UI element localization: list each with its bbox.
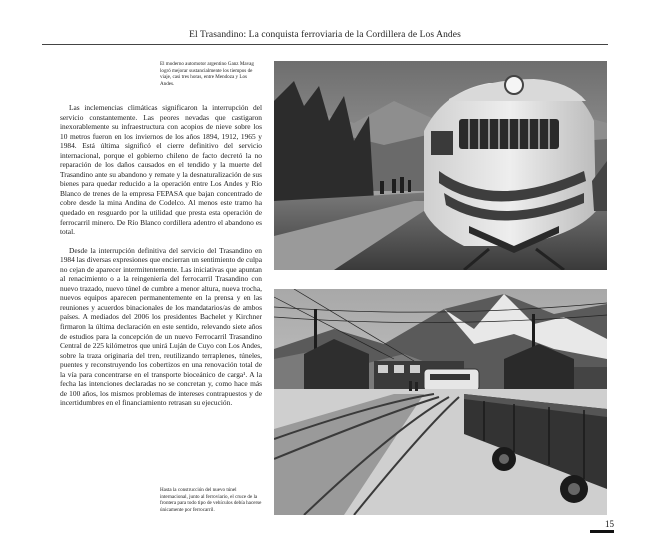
photo-border-station: [274, 289, 607, 515]
page-number: 15: [605, 519, 614, 529]
station-photo-illustration: [274, 289, 607, 515]
photo-caption-top: El moderno automotor argentino Ganz Mavag logró mejorar sustancialmente los tiempos de viaje, casi tres horas, entre Mendoza y Los Andes.: [160, 61, 254, 87]
railcar-photo-illustration: [274, 61, 607, 270]
photo-caption-bottom: Hasta la construcción del nuevo túnel internacional, junto al ferroviario, el cruce de la frontera para todo tipo de vehículos debía hacerse únicamente por ferrocarril.: [160, 487, 262, 513]
body-paragraph-2: Desde la interrupción definitiva del servicio del Trasandino en 1984 las diversas expresiones que encierran un sentimiento de culpa no cejan de aparecer intermitentemente. Las iniciativas que apuntan al renacimiento o a la reingeniería del ferrocarril Trasandino con nuevo trazado, nuevo túnel de cumbre a menor altura, nueva trocha, nuevos equipos aparecen permanentemente en la prensa y en las reuniones y acuerdos binacionales de los mandatarios/as de ambos países. A mediados del 2006 los presidentes Bachelet y Kirchner firmaron la última declaración en este sentido, relevando siete años de estudios para la concepción de un nuevo Ferrocarril Trasandino Central de 225 kilómetros que unirá Luján de Cuyo con Los Andes, sobre la traza originaria del tren, reutilizando terraplenes, túneles, puentes y reconstruyendo los cobertizos en una renovación total de la vía para concentrarse en el transporte bioceánico de carga¹. A la fecha las intenciones declaradas no se concretan y, como hace más de 100 años, los mismos problemas de intereses contrapuestos y de incertidumbres en el financiamiento retrasan su ejecución.: [60, 245, 262, 408]
body-text: [60, 103, 262, 408]
running-title: El Trasandino: La conquista ferroviaria de la Cordillera de Los Andes: [189, 30, 461, 40]
header-rule: [42, 44, 608, 45]
body-paragraph-1: Las inclemencias climáticas significaron la interrupción del servicio constantemente. Las peores nevadas que castigaron inexorablemente su infraestructura con acopios de nieve sobre los 10 metros fueron en los inviernos de los años 1894, 1912, 1965 y 1984. Está última significó el cierre definitivo del servicio internacional, porque el gobierno chileno de facto decretó la no reparación de los daños causados en el tendido y la muerte del Trasandino ante su abandono y remate y la desnaturalización de sus bienes para quedar reducido a la operación entre Los Andes y Río Blanco de trenes de la empresa FEPASA que bajan concentrado de cobre desde la mina Andina de Codelco. Al menos este tramo ha quedado en resguardo por la utilidad que presta esta operación de ferrocarril minero. De Río Blanco cordillera adentro el abandono es total.: [60, 103, 262, 237]
page-number-rule: [590, 530, 614, 533]
photo-railcar: [274, 61, 607, 270]
